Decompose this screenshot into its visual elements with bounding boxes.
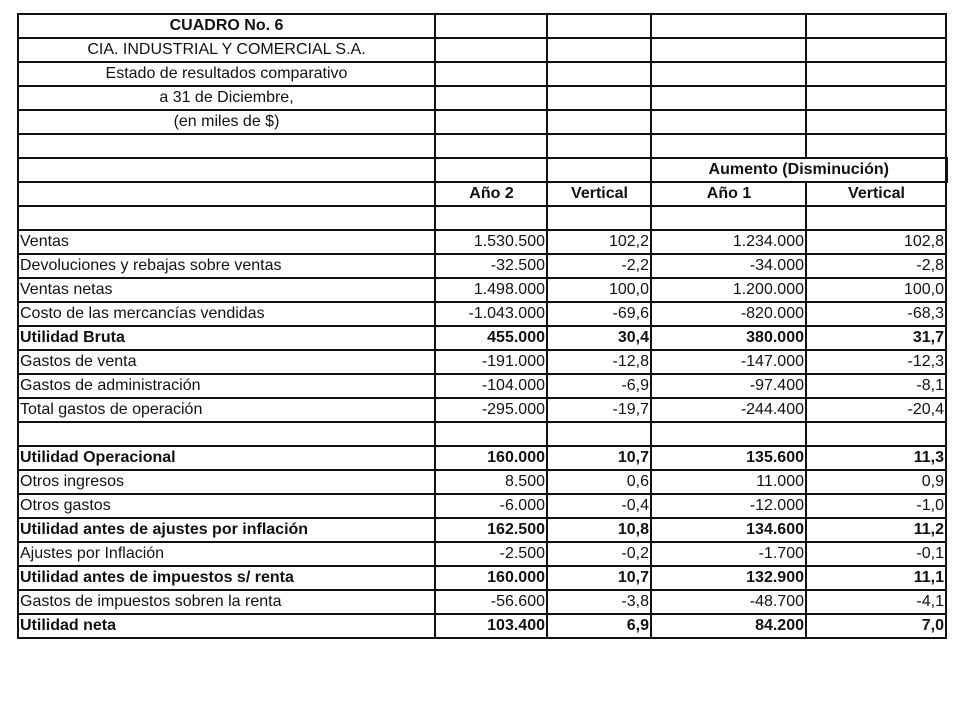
table-row	[18, 446, 946, 470]
row-value: 84.200	[651, 614, 806, 638]
row-value: 132.900	[651, 566, 806, 590]
row-value: 134.600	[651, 518, 806, 542]
row-value: -12,3	[806, 350, 946, 374]
column-header: Año 2	[435, 182, 547, 206]
row-value: -2,2	[547, 254, 651, 278]
table-row	[18, 158, 946, 182]
row-value: -6,9	[547, 374, 651, 398]
row-value: 11.000	[651, 470, 806, 494]
table-row	[18, 14, 946, 38]
table-row	[18, 326, 946, 350]
group-header: Aumento (Disminución)	[651, 158, 946, 182]
row-label: Ventas	[18, 230, 435, 254]
row-value: -820.000	[651, 302, 806, 326]
statement-title: Estado de resultados comparativo	[18, 62, 435, 86]
row-value: -1,0	[806, 494, 946, 518]
row-value: -97.400	[651, 374, 806, 398]
row-value: 0,9	[806, 470, 946, 494]
row-label: Costo de las mercancías vendidas	[18, 302, 435, 326]
column-header	[18, 182, 435, 206]
statement-date: a 31 de Diciembre,	[18, 86, 435, 110]
row-label: Gastos de administración	[18, 374, 435, 398]
table-row	[18, 614, 946, 638]
statement-units: (en miles de $)	[18, 110, 435, 134]
row-value: -0,1	[806, 542, 946, 566]
table-row	[18, 302, 946, 326]
row-value: -20,4	[806, 398, 946, 422]
row-value: -244.400	[651, 398, 806, 422]
row-value: 30,4	[547, 326, 651, 350]
row-value: 10,7	[547, 566, 651, 590]
row-value: 102,2	[547, 230, 651, 254]
row-label: Total gastos de operación	[18, 398, 435, 422]
row-value: 6,9	[547, 614, 651, 638]
table-row	[18, 350, 946, 374]
row-value: 102,8	[806, 230, 946, 254]
row-value: 31,7	[806, 326, 946, 350]
row-value: -1.043.000	[435, 302, 547, 326]
table-row	[18, 422, 946, 446]
row-value: 1.498.000	[435, 278, 547, 302]
table-row	[18, 566, 946, 590]
row-value: -19,7	[547, 398, 651, 422]
table-row	[18, 470, 946, 494]
row-value: 160.000	[435, 566, 547, 590]
row-value: -12,8	[547, 350, 651, 374]
row-value: 11,2	[806, 518, 946, 542]
row-value: -8,1	[806, 374, 946, 398]
company-name: CIA. INDUSTRIAL Y COMERCIAL S.A.	[18, 38, 435, 62]
row-value	[547, 422, 651, 446]
table-row	[18, 518, 946, 542]
row-value: 1.200.000	[651, 278, 806, 302]
row-value: 135.600	[651, 446, 806, 470]
row-value: -4,1	[806, 590, 946, 614]
row-value	[435, 422, 547, 446]
row-value: -3,8	[547, 590, 651, 614]
row-label: Otros ingresos	[18, 470, 435, 494]
column-header: Año 1	[651, 182, 806, 206]
row-value: -68,3	[806, 302, 946, 326]
row-value: 103.400	[435, 614, 547, 638]
table-row	[18, 254, 946, 278]
table-row	[18, 206, 946, 230]
row-value: -0,2	[547, 542, 651, 566]
statement-number: CUADRO No. 6	[18, 14, 435, 38]
table-row	[18, 86, 946, 110]
row-label	[18, 422, 435, 446]
row-value: -69,6	[547, 302, 651, 326]
row-value: -32.500	[435, 254, 547, 278]
row-value: -191.000	[435, 350, 547, 374]
row-value: -1.700	[651, 542, 806, 566]
table-row	[18, 38, 946, 62]
row-label: Ajustes por Inflación	[18, 542, 435, 566]
row-value: -56.600	[435, 590, 547, 614]
income-statement-table	[17, 13, 948, 639]
row-value: -147.000	[651, 350, 806, 374]
row-value: -34.000	[651, 254, 806, 278]
row-label: Gastos de venta	[18, 350, 435, 374]
row-label: Gastos de impuestos sobren la renta	[18, 590, 435, 614]
row-label: Utilidad antes de ajustes por inflación	[18, 518, 435, 542]
row-label: Ventas netas	[18, 278, 435, 302]
row-value: 0,6	[547, 470, 651, 494]
row-value	[806, 422, 946, 446]
row-value: 455.000	[435, 326, 547, 350]
row-label: Otros gastos	[18, 494, 435, 518]
table-row	[18, 110, 946, 134]
table-row	[18, 134, 946, 158]
row-value: 7,0	[806, 614, 946, 638]
row-value: 100,0	[547, 278, 651, 302]
row-value: -6.000	[435, 494, 547, 518]
row-label: Utilidad Bruta	[18, 326, 435, 350]
row-label: Utilidad antes de impuestos s/ renta	[18, 566, 435, 590]
column-header: Vertical	[806, 182, 946, 206]
row-value: 10,8	[547, 518, 651, 542]
row-value	[651, 422, 806, 446]
table-row	[18, 590, 946, 614]
row-value: 380.000	[651, 326, 806, 350]
row-value: -0,4	[547, 494, 651, 518]
row-value: 10,7	[547, 446, 651, 470]
row-value: 11,1	[806, 566, 946, 590]
row-value: -295.000	[435, 398, 547, 422]
row-value: -2,8	[806, 254, 946, 278]
row-value: 1.530.500	[435, 230, 547, 254]
row-label: Devoluciones y rebajas sobre ventas	[18, 254, 435, 278]
row-value: -48.700	[651, 590, 806, 614]
row-label: Utilidad neta	[18, 614, 435, 638]
row-value: 162.500	[435, 518, 547, 542]
row-value: 1.234.000	[651, 230, 806, 254]
row-value: -104.000	[435, 374, 547, 398]
table-row	[18, 494, 946, 518]
row-label: Utilidad Operacional	[18, 446, 435, 470]
table-row	[18, 278, 946, 302]
row-value: -2.500	[435, 542, 547, 566]
table-row	[18, 374, 946, 398]
column-header-row	[18, 182, 946, 206]
row-value: 160.000	[435, 446, 547, 470]
table-row	[18, 398, 946, 422]
row-value: -12.000	[651, 494, 806, 518]
column-header: Vertical	[547, 182, 651, 206]
table-row	[18, 230, 946, 254]
table-row	[18, 542, 946, 566]
row-value: 8.500	[435, 470, 547, 494]
row-value: 11,3	[806, 446, 946, 470]
table-row	[18, 62, 946, 86]
row-value: 100,0	[806, 278, 946, 302]
